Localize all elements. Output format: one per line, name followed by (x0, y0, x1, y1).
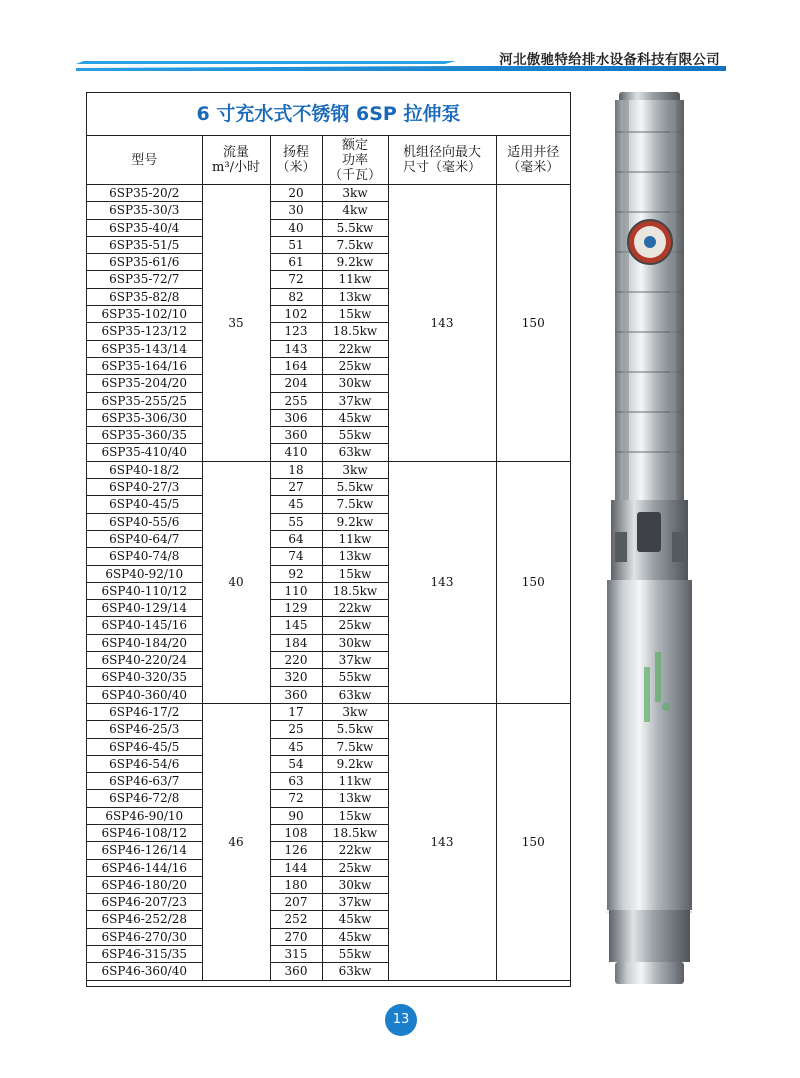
head-cell: 320 (270, 669, 322, 686)
head-cell: 123 (270, 323, 322, 340)
head-cell: 27 (270, 479, 322, 496)
head-cell: 82 (270, 288, 322, 305)
power-cell: 25kw (322, 859, 388, 876)
power-cell: 30kw (322, 634, 388, 651)
power-cell: 18.5kw (322, 323, 388, 340)
model-cell: 6SP40-320/35 (87, 669, 202, 686)
model-cell: 6SP40-55/6 (87, 513, 202, 530)
head-cell: 129 (270, 600, 322, 617)
model-cell: 6SP40-45/5 (87, 496, 202, 513)
head-cell: 25 (270, 721, 322, 738)
head-cell: 410 (270, 444, 322, 461)
model-cell: 6SP35-40/4 (87, 219, 202, 236)
power-cell: 45kw (322, 911, 388, 928)
power-cell: 15kw (322, 807, 388, 824)
model-cell: 6SP40-27/3 (87, 479, 202, 496)
power-cell: 13kw (322, 548, 388, 565)
power-cell: 37kw (322, 652, 388, 669)
table-row (87, 185, 570, 202)
head-cell: 20 (270, 185, 322, 202)
power-cell: 9.2kw (322, 755, 388, 772)
head-cell: 18 (270, 461, 322, 478)
power-cell: 15kw (322, 565, 388, 582)
power-cell: 9.2kw (322, 254, 388, 271)
head-cell: 17 (270, 703, 322, 720)
power-cell: 45kw (322, 409, 388, 426)
power-cell: 13kw (322, 790, 388, 807)
model-cell: 6SP46-180/20 (87, 876, 202, 893)
model-cell: 6SP35-410/40 (87, 444, 202, 461)
model-cell: 6SP40-74/8 (87, 548, 202, 565)
head-cell: 63 (270, 773, 322, 790)
model-cell: 6SP35-255/25 (87, 392, 202, 409)
diameter-cell: 143 (388, 185, 496, 462)
table-body (87, 185, 570, 981)
head-cell: 92 (270, 565, 322, 582)
model-cell: 6SP40-184/20 (87, 634, 202, 651)
model-cell: 6SP35-123/12 (87, 323, 202, 340)
model-cell: 6SP35-20/2 (87, 185, 202, 202)
head-cell: 74 (270, 548, 322, 565)
head-cell: 90 (270, 807, 322, 824)
power-cell: 63kw (322, 444, 388, 461)
head-cell: 252 (270, 911, 322, 928)
head-cell: 360 (270, 427, 322, 444)
head-cell: 360 (270, 963, 322, 980)
pump-image (597, 92, 702, 990)
model-cell: 6SP46-63/7 (87, 773, 202, 790)
head-cell: 64 (270, 530, 322, 547)
diameter-cell: 143 (388, 461, 496, 703)
head-cell: 72 (270, 790, 322, 807)
power-cell: 7.5kw (322, 236, 388, 253)
table-row (87, 461, 570, 478)
flow-cell: 35 (202, 185, 270, 462)
power-cell: 18.5kw (322, 824, 388, 841)
model-cell: 6SP40-129/14 (87, 600, 202, 617)
model-cell: 6SP46-252/28 (87, 911, 202, 928)
header-diameter: 机组径向最大 尺寸（毫米） (388, 136, 496, 185)
model-cell: 6SP40-220/24 (87, 652, 202, 669)
head-cell: 164 (270, 357, 322, 374)
power-cell: 11kw (322, 530, 388, 547)
model-cell: 6SP46-315/35 (87, 946, 202, 963)
spec-table-frame (86, 92, 571, 987)
power-cell: 30kw (322, 876, 388, 893)
head-cell: 306 (270, 409, 322, 426)
power-cell: 55kw (322, 946, 388, 963)
head-cell: 45 (270, 738, 322, 755)
power-cell: 25kw (322, 357, 388, 374)
power-cell: 7.5kw (322, 496, 388, 513)
model-cell: 6SP46-72/8 (87, 790, 202, 807)
head-cell: 51 (270, 236, 322, 253)
model-cell: 6SP35-164/16 (87, 357, 202, 374)
power-cell: 3kw (322, 461, 388, 478)
head-cell: 54 (270, 755, 322, 772)
power-cell: 18.5kw (322, 582, 388, 599)
table-header-row (87, 136, 570, 185)
flow-cell: 46 (202, 703, 270, 980)
model-cell: 6SP35-306/30 (87, 409, 202, 426)
power-cell: 15kw (322, 306, 388, 323)
power-cell: 55kw (322, 669, 388, 686)
head-cell: 220 (270, 652, 322, 669)
power-cell: 37kw (322, 894, 388, 911)
power-cell: 3kw (322, 703, 388, 720)
power-cell: 13kw (322, 288, 388, 305)
header-head: 扬程 （米） (270, 136, 322, 185)
header-accent-stripe (76, 61, 456, 64)
head-cell: 110 (270, 582, 322, 599)
power-cell: 5.5kw (322, 479, 388, 496)
power-cell: 4kw (322, 202, 388, 219)
model-cell: 6SP40-110/12 (87, 582, 202, 599)
model-cell: 6SP46-17/2 (87, 703, 202, 720)
head-cell: 145 (270, 617, 322, 634)
head-cell: 40 (270, 219, 322, 236)
spec-table (87, 136, 570, 981)
diameter-cell: 143 (388, 703, 496, 980)
head-cell: 72 (270, 271, 322, 288)
model-cell: 6SP40-18/2 (87, 461, 202, 478)
model-cell: 6SP35-102/10 (87, 306, 202, 323)
power-cell: 9.2kw (322, 513, 388, 530)
power-cell: 22kw (322, 340, 388, 357)
head-cell: 184 (270, 634, 322, 651)
power-cell: 37kw (322, 392, 388, 409)
head-cell: 207 (270, 894, 322, 911)
model-cell: 6SP35-143/14 (87, 340, 202, 357)
header-power: 额定 功率 （千瓦） (322, 136, 388, 185)
model-cell: 6SP46-45/5 (87, 738, 202, 755)
power-cell: 11kw (322, 271, 388, 288)
head-cell: 255 (270, 392, 322, 409)
power-cell: 63kw (322, 963, 388, 980)
well-cell: 150 (496, 185, 570, 462)
model-cell: 6SP40-64/7 (87, 530, 202, 547)
model-cell: 6SP46-25/3 (87, 721, 202, 738)
header-flow: 流量 m³/小时 (202, 136, 270, 185)
power-cell: 5.5kw (322, 219, 388, 236)
power-cell: 7.5kw (322, 738, 388, 755)
head-cell: 204 (270, 375, 322, 392)
page-number: 13 (385, 1004, 417, 1036)
power-cell: 11kw (322, 773, 388, 790)
head-cell: 270 (270, 928, 322, 945)
head-cell: 143 (270, 340, 322, 357)
power-cell: 30kw (322, 375, 388, 392)
well-cell: 150 (496, 461, 570, 703)
head-cell: 108 (270, 824, 322, 841)
header-well: 适用井径 （毫米） (496, 136, 570, 185)
head-cell: 30 (270, 202, 322, 219)
table-row (87, 703, 570, 720)
table-title: 6 寸充水式不锈钢 6SP 拉伸泵 (87, 93, 570, 136)
model-cell: 6SP35-30/3 (87, 202, 202, 219)
model-cell: 6SP46-90/10 (87, 807, 202, 824)
head-cell: 45 (270, 496, 322, 513)
head-cell: 360 (270, 686, 322, 703)
head-cell: 315 (270, 946, 322, 963)
model-cell: 6SP40-145/16 (87, 617, 202, 634)
well-cell: 150 (496, 703, 570, 980)
model-cell: 6SP46-360/40 (87, 963, 202, 980)
head-cell: 126 (270, 842, 322, 859)
model-cell: 6SP46-126/14 (87, 842, 202, 859)
power-cell: 22kw (322, 600, 388, 617)
model-cell: 6SP40-360/40 (87, 686, 202, 703)
model-cell: 6SP40-92/10 (87, 565, 202, 582)
head-cell: 102 (270, 306, 322, 323)
head-cell: 55 (270, 513, 322, 530)
model-cell: 6SP35-360/35 (87, 427, 202, 444)
head-cell: 144 (270, 859, 322, 876)
head-cell: 180 (270, 876, 322, 893)
power-cell: 5.5kw (322, 721, 388, 738)
power-cell: 22kw (322, 842, 388, 859)
power-cell: 45kw (322, 928, 388, 945)
model-cell: 6SP46-144/16 (87, 859, 202, 876)
flow-cell: 40 (202, 461, 270, 703)
model-cell: 6SP35-204/20 (87, 375, 202, 392)
company-name: 河北傲驰特给排水设备科技有限公司 (499, 52, 720, 68)
model-cell: 6SP35-82/8 (87, 288, 202, 305)
power-cell: 3kw (322, 185, 388, 202)
model-cell: 6SP46-207/23 (87, 894, 202, 911)
model-cell: 6SP46-54/6 (87, 755, 202, 772)
model-cell: 6SP35-72/7 (87, 271, 202, 288)
power-cell: 55kw (322, 427, 388, 444)
model-cell: 6SP46-270/30 (87, 928, 202, 945)
model-cell: 6SP46-108/12 (87, 824, 202, 841)
header-model: 型号 (87, 136, 202, 185)
power-cell: 63kw (322, 686, 388, 703)
model-cell: 6SP35-61/6 (87, 254, 202, 271)
head-cell: 61 (270, 254, 322, 271)
model-cell: 6SP35-51/5 (87, 236, 202, 253)
power-cell: 25kw (322, 617, 388, 634)
